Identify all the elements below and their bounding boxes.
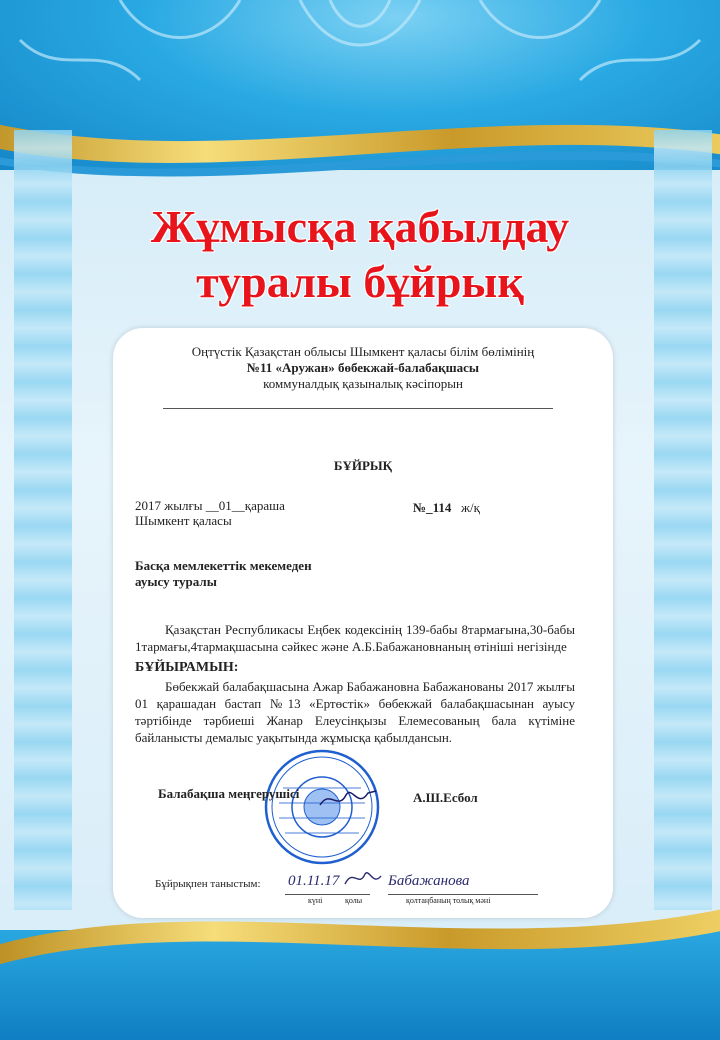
org-header-line-3: коммуналдық қазыналық кәсіпорын	[263, 376, 463, 391]
ack-date-line	[285, 894, 370, 895]
order-city: Шымкент қаласы	[135, 513, 232, 528]
ack-handwritten-name: Бабажанова	[388, 873, 470, 889]
title-line-2: туралы бұйрық	[196, 256, 524, 307]
org-header-line-2: №11 «Аружан» бөбекжай-балабақшасы	[246, 360, 480, 375]
order-text: Бөбекжай балабақшасына Ажар Бабажановна Бабажанованы 2017 жылғы 01 қарашадан бастап №13 «Ертөстік» бөбекжай балабақшасынан ауысу тәртібінде тәрбиеші Жанар Елеусінқызы Елемесованың бала күтіміне байланысты демалыс уақытында жұмысқа қабылдансын.	[135, 679, 575, 745]
ack-handwritten-date: 01.11.17	[288, 873, 340, 889]
ack-sub-day: күні	[308, 896, 323, 905]
order-date: 2017 жылғы __01__қараша	[135, 498, 285, 513]
order-number: №_114	[413, 500, 452, 515]
order-basis: Қазақстан Республикасы Еңбек кодексінің 139-бабы 8тармағына,30-бабы 1тармағы,4тармақшасына сәйкес және А.Б.Бабажановнаның өтініші негізінде	[135, 622, 575, 654]
org-header-line-1: Оңтүстік Қазақстан облысы Шымкент қаласы білім бөлімінің	[191, 344, 535, 359]
gold-ribbon-top	[0, 95, 720, 185]
title-line-1: Жұмысқа қабылдау	[150, 201, 570, 252]
ack-name-line	[388, 894, 538, 895]
order-heading: БҰЙЫРАМЫН:	[135, 660, 239, 675]
subject-line-1: Басқа мемлекеттік мекемеден	[135, 558, 312, 573]
ack-signature-icon	[343, 864, 383, 892]
director-signature-icon	[318, 783, 378, 813]
ack-sub-sign: қолы	[345, 896, 363, 905]
order-document	[113, 328, 613, 918]
order-number-suffix: ж/қ	[461, 500, 480, 515]
doc-type-heading: БҰЙРЫҚ	[333, 458, 393, 473]
acknowledgment-label: Бұйрықпен таныстым:	[155, 878, 261, 890]
ack-sub-name: қолтаңбаның толық мәні	[406, 896, 491, 905]
signer-name: А.Ш.Есбол	[413, 790, 478, 805]
subject-line-2: ауысу туралы	[135, 574, 217, 589]
signer-position: Балабақша меңгерушісі	[158, 786, 300, 801]
header-divider	[163, 408, 553, 409]
